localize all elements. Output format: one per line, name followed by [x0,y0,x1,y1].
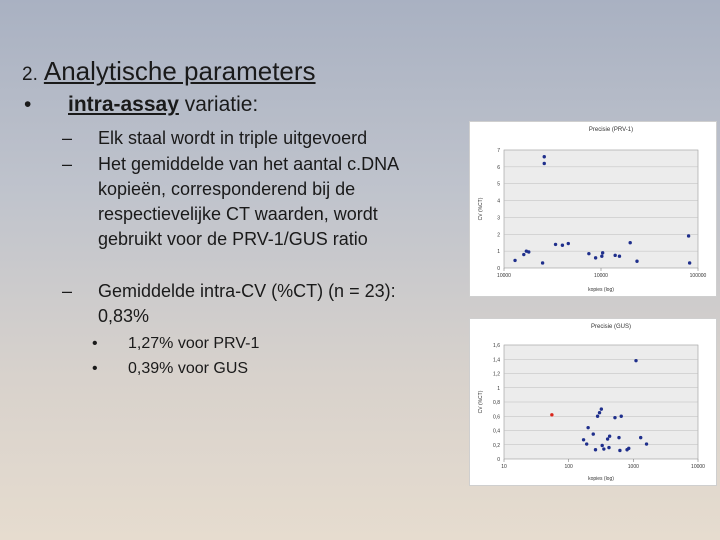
chart-title: Precisie (GUS) [590,324,632,330]
data-point [586,426,589,429]
data-point [608,435,611,438]
data-point [600,255,603,258]
y-tick-label: 0 [497,266,500,272]
y-tick-label: 0,2 [493,442,500,449]
y-axis-label: CV (%CT) [478,390,484,414]
data-point [541,261,544,264]
y-tick-label: 0,8 [493,400,500,406]
y-tick-label: 1 [497,385,500,392]
data-point [627,447,630,450]
data-point [635,260,638,263]
bullet-marker: • [92,360,98,377]
x-tick-label: 10000 [691,464,705,470]
data-point [607,446,610,449]
sub-sub-item-text: 1,27% voor PRV-1 [128,335,260,352]
data-point [554,243,557,246]
y-tick-label: 6 [497,164,500,171]
x-tick-label: 100 [564,464,573,470]
plot-area [504,150,698,268]
data-point [527,250,530,253]
bullet-bold-text: intra-assay [68,93,179,116]
y-tick-label: 1,2 [493,371,500,378]
y-tick-label: 1 [497,249,500,256]
data-point [543,162,546,165]
data-point [561,244,564,247]
data-point [613,416,616,419]
data-point [606,437,609,440]
sub-sub-item-text: 0,39% voor GUS [128,360,249,377]
y-tick-label: 0 [497,457,500,463]
data-point [567,242,570,245]
data-point [587,252,590,255]
y-tick-label: 4 [497,198,500,205]
data-point [600,407,603,410]
data-point [617,436,620,439]
data-point [594,256,597,259]
y-tick-label: 1,4 [493,357,500,364]
bullet-marker: • [92,335,98,352]
sub-item-text: Elk staal wordt in triple uitgevoerd [98,128,368,148]
y-tick-label: 2 [497,232,500,239]
y-axis-label: CV (%CT) [478,197,484,221]
prv1-precision-chart [469,121,717,297]
data-point [543,155,546,158]
sub-item-text: Het gemiddelde van het aantal c.DNA kopieën, corresponderend bij de respectievelijke CT waarden, wordt gebruikt voor de PRV-1/GUS ratio [98,154,399,249]
sub-item-text: Gemiddelde intra-CV (%CT) (n = 23): 0,83% [98,281,396,326]
data-point [585,442,588,445]
data-point [522,253,525,256]
data-point [596,415,599,418]
data-point [639,436,642,439]
data-point [645,442,648,445]
dash-marker: – [62,281,73,301]
x-tick-label: 100000 [689,273,707,279]
data-point [628,241,631,244]
data-point [688,261,691,264]
data-point [601,251,604,254]
gus-precision-chart [469,318,717,486]
data-point [613,254,616,257]
x-tick-label: 10000 [594,273,608,279]
data-point [513,259,516,262]
data-point [634,359,637,362]
y-tick-label: 0,4 [493,428,500,435]
data-point [598,411,601,414]
x-axis-label: kopies (log) [588,476,614,482]
dash-marker: – [62,154,73,174]
data-point [602,447,605,450]
y-tick-label: 1,6 [493,343,500,349]
data-point [600,444,603,447]
chart-title: Precisie (PRV-1) [588,127,634,133]
data-point [618,449,621,452]
data-point [582,438,585,441]
section-number: 2. [22,64,38,85]
section-title: Analytische parameters [43,56,316,86]
x-tick-label: 10000 [497,273,511,279]
dash-marker: – [62,128,73,148]
bullet-marker: • [24,93,32,116]
data-point [592,432,595,435]
x-tick-label: 1000 [627,464,639,470]
data-point [687,234,690,237]
y-tick-label: 5 [497,181,500,188]
data-point [618,255,621,258]
x-tick-label: 10 [501,464,507,470]
y-tick-label: 7 [497,148,500,154]
y-tick-label: 3 [497,215,500,222]
data-point [550,413,553,416]
bullet-rest-text: variatie: [178,93,259,116]
data-point [594,448,597,451]
x-axis-label: kopies (log) [588,287,614,293]
main-bullet-text [68,93,258,117]
y-tick-label: 0,6 [493,414,500,421]
data-point [620,415,623,418]
slide-title [22,56,316,87]
